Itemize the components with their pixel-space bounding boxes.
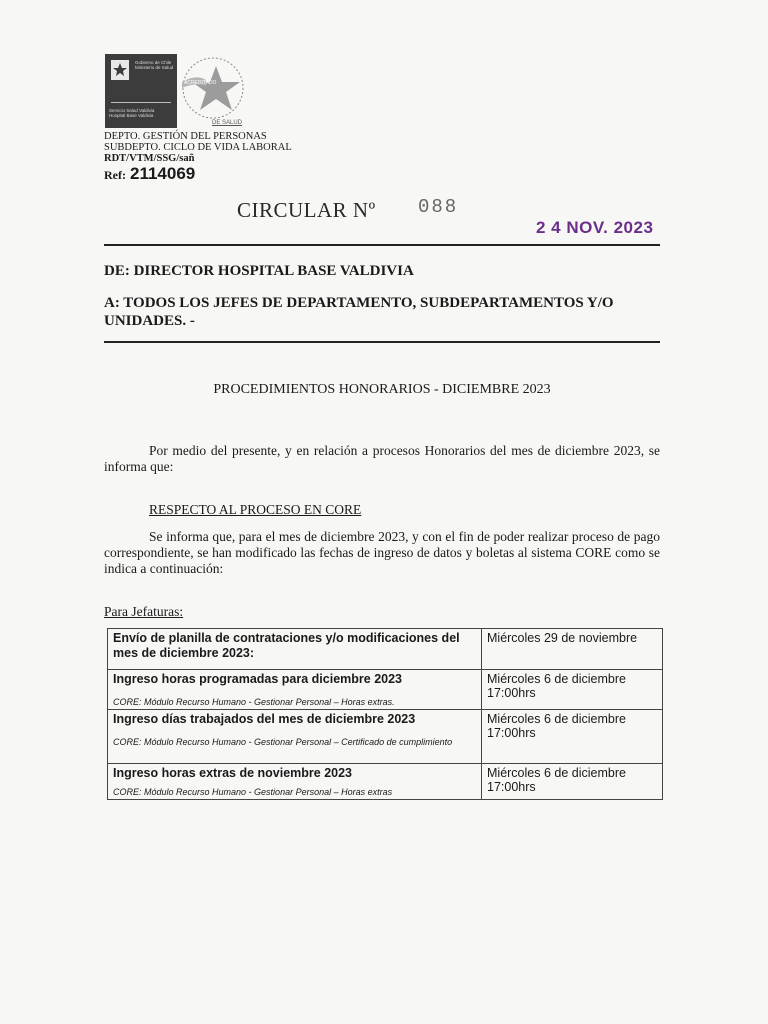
subdept-line: SUBDEPTO. CICLO DE VIDA LABORAL [104, 142, 292, 153]
from-line: DE: DIRECTOR HOSPITAL BASE VALDIVIA [104, 263, 414, 279]
initials-line: RDT/VTM/SSG/sañ [104, 153, 195, 164]
date-cell: Miércoles 29 de noviembre [482, 629, 663, 670]
date-stamp: 2 4 NOV. 2023 [536, 218, 654, 237]
activity-cell [108, 710, 482, 764]
table-row [108, 629, 663, 670]
circular-number: 088 [418, 196, 459, 218]
table-row [108, 670, 663, 710]
table-heading: Para Jefaturas: [104, 604, 184, 619]
activity-note: CORE: Módulo Recurso Humano - Gestionar Personal – Certificado de cumplimiento [113, 737, 453, 747]
date-cell: Miércoles 6 de diciembre 17:00hrs [482, 710, 663, 764]
top-divider [104, 244, 660, 246]
logo-text-top: Gobierno de Chile Ministerio de Salud [135, 60, 174, 70]
activity-cell [108, 764, 482, 800]
table-row [108, 764, 663, 800]
table-row [108, 710, 663, 764]
seal-caption: DE SALUD [212, 120, 243, 126]
ref-label: Ref: [104, 168, 126, 182]
government-logo [105, 54, 177, 128]
section-heading: RESPECTO AL PROCESO EN CORE [149, 502, 362, 517]
activity-cell [108, 629, 482, 670]
activity-title: Envío de planilla de contrataciones y/o modificaciones del mes de diciembre 2023: [113, 631, 460, 660]
activity-cell [108, 670, 482, 710]
schedule-table [107, 628, 663, 800]
activity-title: Ingreso días trabajados del mes de diciembre 2023 [113, 712, 416, 726]
date-cell: Miércoles 6 de diciembre 17:00hrs [482, 670, 663, 710]
bottom-divider [104, 341, 660, 343]
to-line: A: TODOS LOS JEFES DE DEPARTAMENTO, SUBDEPARTAMENTOS Y/O UNIDADES. - [104, 295, 614, 329]
accreditation-seal [176, 52, 254, 122]
star-seal-icon [176, 52, 254, 122]
ref-number: 2114069 [129, 164, 196, 183]
date-cell: Miércoles 6 de diciembre 17:00hrs [482, 764, 663, 800]
circular-title: CIRCULAR Nº [237, 198, 376, 222]
activity-title: Ingreso horas extras de noviembre 2023 [113, 766, 352, 780]
dept-line: DEPTO. GESTIÓN DEL PERSONAS [104, 131, 267, 142]
section-paragraph: Se informa que, para el mes de diciembre 2023, y con el fin de poder realizar proceso de pago correspondiente, se han modificado las fechas de ingreso de datos y boletas al sistema CORE como se indica a continuación: [104, 529, 660, 576]
activity-note: CORE: Módulo Recurso Humano - Gestionar Personal – Horas extras. [113, 697, 395, 707]
intro-paragraph: Por medio del presente, y en relación a procesos Honorarios del mes de diciembre 2023, se informa que: [104, 443, 660, 474]
activity-title: Ingreso horas programadas para diciembre 2023 [113, 672, 403, 686]
reference [104, 164, 195, 184]
activity-note: CORE: Módulo Recurso Humano - Gestionar Personal – Horas extras [113, 787, 393, 797]
subject-line: PROCEDIMIENTOS HONORARIOS - DICIEMBRE 2023 [213, 382, 551, 397]
seal-ribbon: ACREDITADO [184, 80, 217, 86]
logo-text-bottom: Servicio Salud Valdivia Hospital Base Valdivia [109, 108, 155, 118]
